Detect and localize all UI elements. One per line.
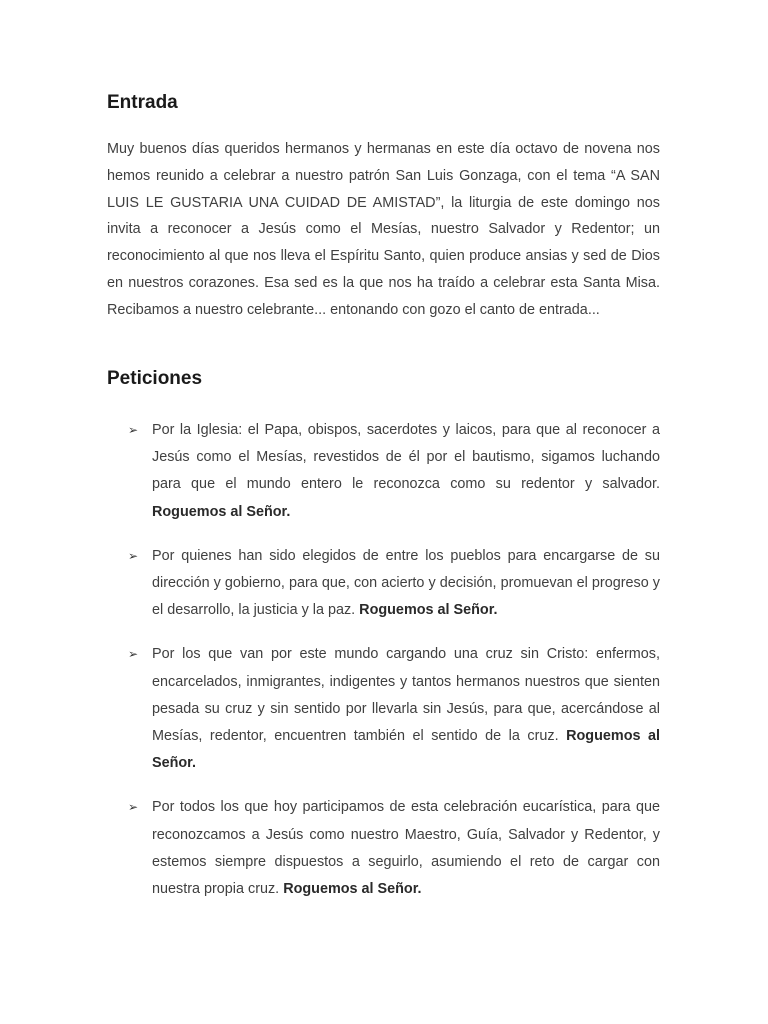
petitions-list bbox=[107, 417, 660, 920]
arrow-bullet-icon: ➢ bbox=[128, 647, 139, 662]
petition-item bbox=[107, 417, 660, 526]
petition-text: Por la Iglesia: el Papa, obispos, sacerdotes y laicos, para que al reconocer a Jesús como el Mesías, revestidos de él por el bautismo, sigamos luchando para que el mundo entero le reconozca como su redentor y salvador. bbox=[152, 422, 660, 493]
petition-response: Roguemos al Señor. bbox=[283, 881, 422, 898]
arrow-bullet-icon: ➢ bbox=[128, 800, 139, 815]
petition-response: Roguemos al Señor. bbox=[152, 503, 291, 520]
petition-response: Roguemos al Señor. bbox=[359, 602, 498, 619]
petition-item bbox=[107, 641, 660, 777]
petition-text: Por quienes han sido elegidos de entre los pueblos para encargarse de su dirección y gobierno, para que, con acierto y decisión, promuevan el progreso y el desarrollo, la justicia y la paz. bbox=[152, 547, 660, 619]
entrada-paragraph: Muy buenos días queridos hermanos y hermanas en este día octavo de novena nos hemos reunido a celebrar a nuestro patrón San Luis Gonzaga, con el tema “A SAN LUIS LE GUSTARIA UNA CUIDAD DE AMISTAD”, la liturgia de este domingo nos invita a reconocer a Jesús como el Mesías, nuestro Salvador y Redentor; un reconocimiento al que nos lleva el Espíritu Santo, quien produce ansias y sed de Dios en nuestros corazones. Esa sed es la que nos ha traído a celebrar esta Santa Misa. Recibamos a nuestro celebrante... entonando con gozo el canto de entrada... bbox=[107, 141, 660, 318]
petition-item bbox=[107, 543, 660, 625]
petition-text: Por todos los que hoy participamos de esta celebración eucarística, para que reconozcamos a Jesús como nuestro Maestro, Guía, Salvador y Redentor, y estemos siempre dispuestos a seguirlo, asumiendo el reto de cargar con nuestra propia cruz. bbox=[152, 799, 660, 898]
entrada-heading: Entrada bbox=[107, 92, 178, 113]
arrow-bullet-icon: ➢ bbox=[128, 548, 139, 563]
peticiones-heading: Peticiones bbox=[107, 368, 203, 389]
petition-response: Roguemos al Señor. bbox=[152, 728, 661, 772]
arrow-bullet-icon: ➢ bbox=[128, 423, 139, 437]
petition-item bbox=[107, 794, 660, 903]
petition-text: Por los que van por este mundo cargando una cruz sin Cristo: enfermos, encarcelados, inmigrantes, indigentes y tantos hermanos nuestros que sienten pesada su cruz y sin sentido por llevarla sin Jesús, para que, acercándose al Mesías, redentor, encuentren también el sentido de la cruz. bbox=[152, 646, 660, 745]
